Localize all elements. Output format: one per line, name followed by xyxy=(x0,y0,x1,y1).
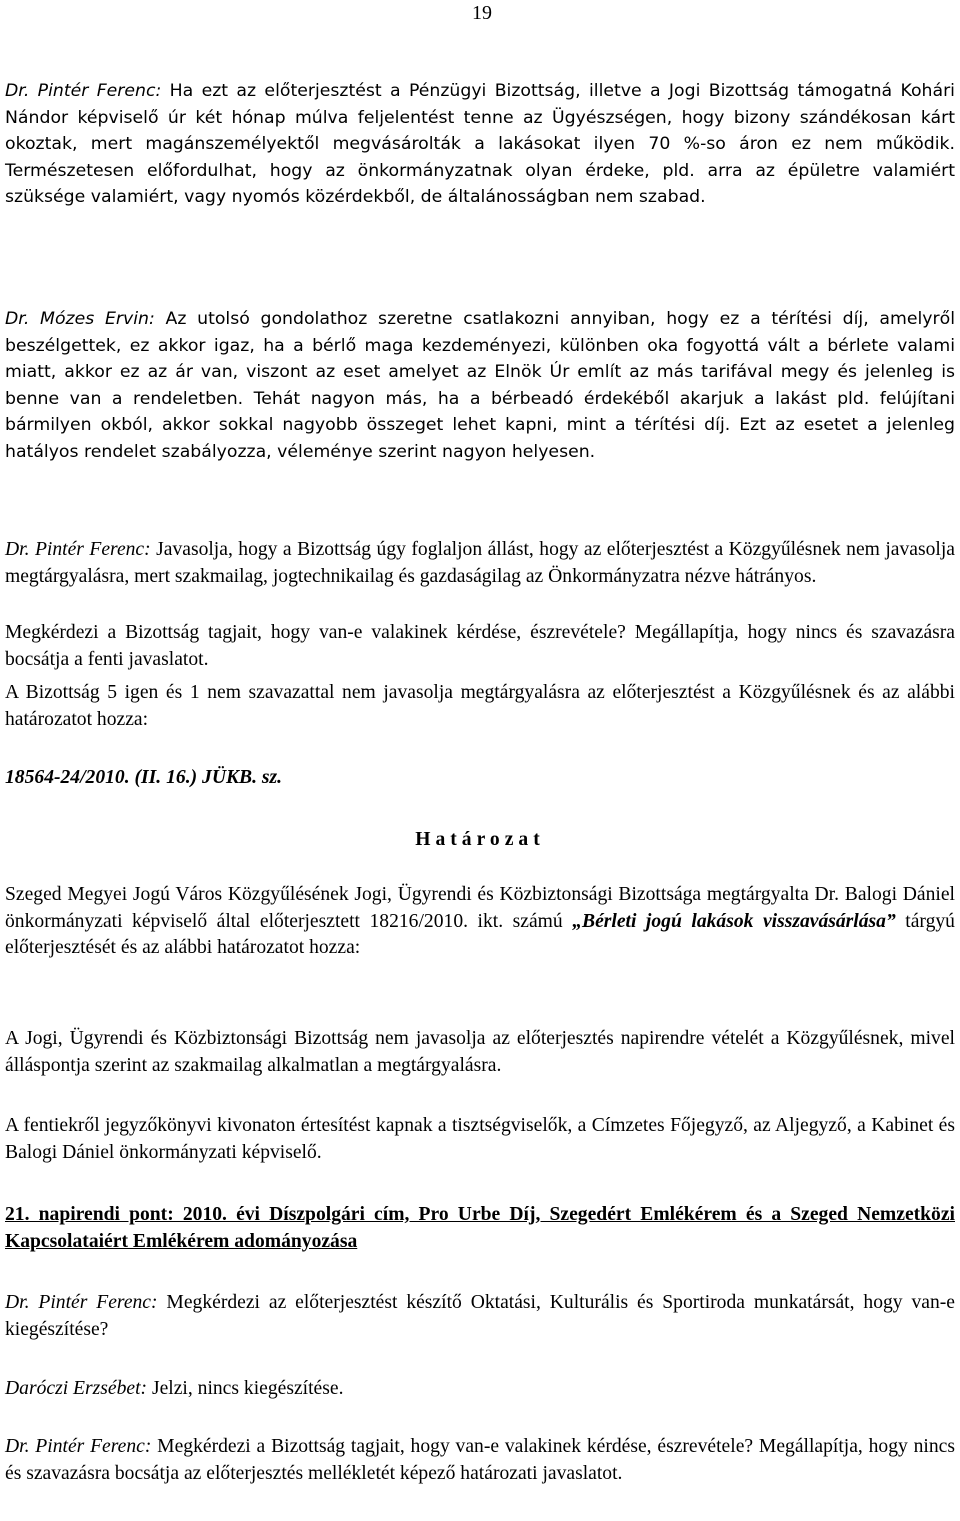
agenda-item-heading: 21. napirendi pont: 2010. évi Díszpolgári cím, Pro Urbe Díj, Szegedért Emlékérem és a Szeged Nemzetközi Kapcsolataiért Emlékérem adományozása xyxy=(5,1204,955,1252)
paragraph-question xyxy=(5,620,955,673)
paragraph-text: Ha ezt az előterjesztést a Pénzügyi Bizottság, illetve a Jogi Bizottság támogatná Kohári Nándor képviselő úr két hónap múlva feljelentést tenne az Ügyészségen, hogy bizony szándékosan kárt okoztak, mert magánszemélyektől megvásárolták a lakásokat ilyen 70 %-so áron ez nem működik. Természetesen előfordulhat, hogy az önkormányzatnak olyan érdeke, pld. arra az épületre valamiért szüksége valamiért, vagy nyomós közérdekből, de általánosságban nem szabad. xyxy=(5,81,955,208)
paragraph-pinter-4 xyxy=(5,1434,955,1487)
paragraph-pinter-1 xyxy=(5,78,955,211)
paragraph-daroczi xyxy=(5,1376,955,1403)
paragraph-text: Megkérdezi a Bizottság tagjait, hogy van-e valakinek kérdése, észrevétele? Megállapítja, hogy nincs és szavazásra bocsátja a fenti javaslatot. xyxy=(5,622,955,670)
proposal-title: „Bérleti jogú lakások visszavásárlása” xyxy=(572,910,896,932)
speaker-name: Dr. Pintér Ferenc: xyxy=(5,539,151,560)
paragraph-text: Megkérdezi a Bizottság tagjait, hogy van-e valakinek kérdése, észrevétele? Megállapítja, hogy nincs és szavazásra bocsátja az előterjesztés mellékletét képező határozati javaslatot. xyxy=(5,1436,955,1484)
page-number: 19 xyxy=(472,2,492,24)
paragraph-resolution-intro xyxy=(5,882,955,962)
speaker-name: Daróczi Erzsébet: xyxy=(5,1378,148,1399)
paragraph-text: Jelzi, nincs kiegészítése. xyxy=(147,1378,344,1399)
paragraph-resolution-body: A Jogi, Ügyrendi és Közbiztonsági Bizottság nem javasolja az előterjesztés napirendre vételét a Közgyűlésnek, mivel álláspontja szerint az szakmailag alkalmatlan a megtárgyalásra. xyxy=(5,1028,955,1076)
paragraph-pinter-2 xyxy=(5,537,955,590)
speaker-name: Dr. Mózes Ervin: xyxy=(5,309,155,329)
paragraph-notification: A fentiekről jegyzőkönyvi kivonaton értesítést kapnak a tisztségviselők, a Címzetes Főjegyző, az Aljegyző, a Kabinet és Balogi Dániel önkormányzati képviselő. xyxy=(5,1115,955,1163)
paragraph-mozes xyxy=(5,306,955,466)
paragraph-text: tárgyú előterjesztését és az alábbi határozatot hozza: xyxy=(5,910,955,959)
paragraph-text: A Bizottság 5 igen és 1 nem szavazattal nem javasolja megtárgyalásra az előterjesztést a Közgyűlésnek és az alábbi határozatot hozza: xyxy=(5,682,955,730)
speaker-name: Dr. Pintér Ferenc: xyxy=(5,1436,152,1457)
paragraph-pinter-3 xyxy=(5,1290,955,1343)
paragraph-text: Javasolja, hogy a Bizottság úgy foglaljon állást, hogy az előterjesztést a Közgyűlésnek nem javasolja megtárgyalásra, mert szakmailag, jogtechnikailag és gazdaságilag az Önkormányzatra nézve hátrányos. xyxy=(5,539,955,587)
resolution-number: 18564-24/2010. (II. 16.) JÜKB. sz. xyxy=(5,767,283,788)
resolution-heading: Határozat xyxy=(415,829,545,850)
paragraph-vote xyxy=(5,680,955,733)
paragraph-text: Megkérdezi az előterjesztést készítő Oktatási, Kulturális és Sportiroda munkatársát, hogy van-e kiegészítése? xyxy=(5,1292,955,1340)
paragraph-text: Az utolsó gondolathoz szeretne csatlakozni annyiban, hogy ez a térítési díj, amelyről beszélgettek, ez akkor igaz, ha a bérlő maga kezdeményezi, különben oka fogyottá vált a bérlete valami miatt, akkor ez az ár van, viszont az eset amelyet az Elnök Úr említ az más tarifával megy és jelenleg is benne van a rendeletben. Tehát nagyon más, ha a bérbeadó érdekéből akarjuk a lakást pld. felújítani bármilyen okból, akkor sokkal nagyobb összeget lehet kapni, mint a térítési díj. Ezt az esetet a jelenleg hatályos rendelet szabályozza, véleménye szerint nagyon helyesen. xyxy=(5,309,955,462)
speaker-name: Dr. Pintér Ferenc: xyxy=(5,1292,158,1313)
paragraph-text: Szeged Megyei Jogú Város Közgyűlésének Jogi, Ügyrendi és Közbiztonsági Bizottsága megtárgyalta Dr. Balogi Dániel önkormányzati képviselő által előterjesztett 18216/2010. ikt. számú xyxy=(5,884,955,932)
speaker-name: Dr. Pintér Ferenc: xyxy=(5,81,162,101)
